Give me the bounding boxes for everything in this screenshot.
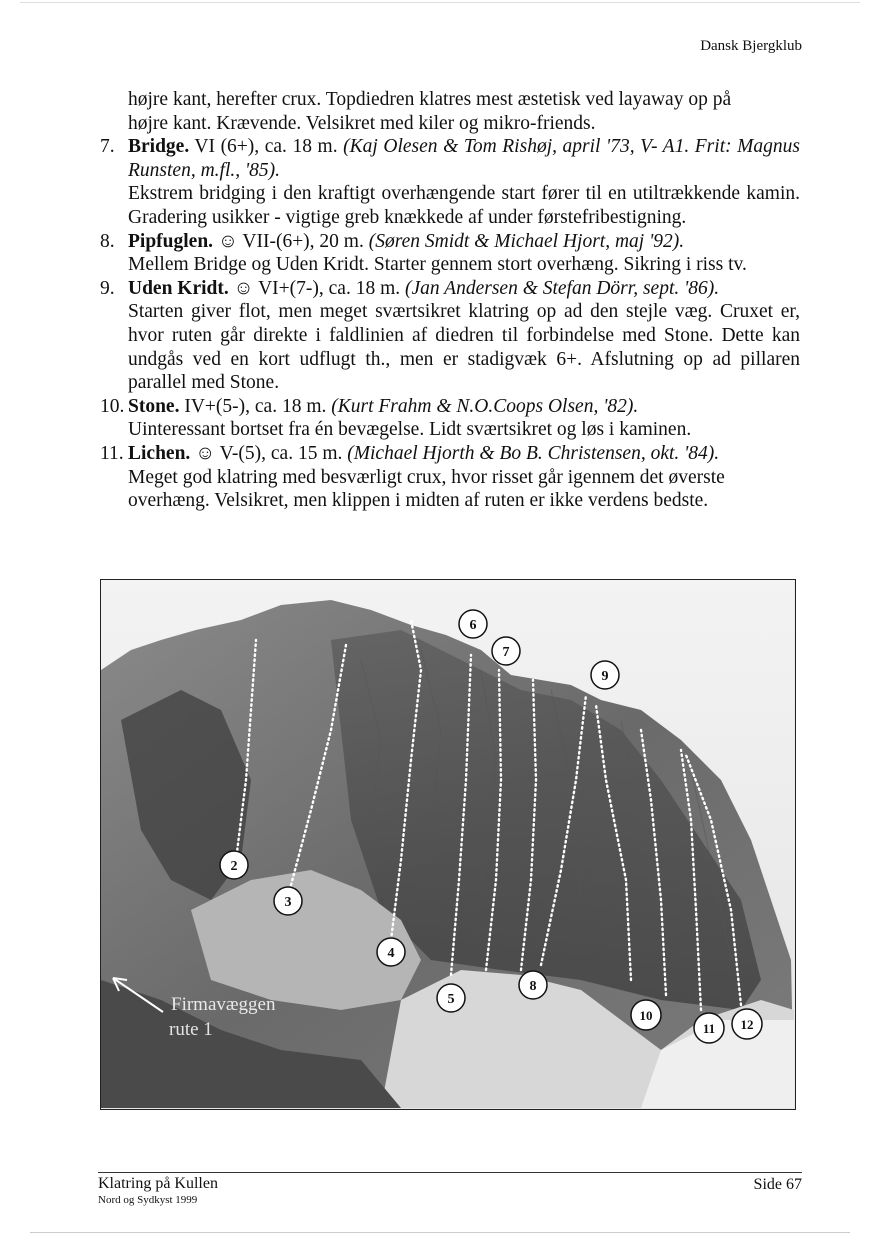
cliff-topo-image [101,580,794,1108]
route-entry-9 [100,277,800,395]
running-header: Dansk Bjergklub [700,38,802,54]
svg-text:3: 3 [284,895,292,910]
route-name: Pipfuglen. [128,230,214,252]
route-number: 11. [100,442,124,464]
footer-left [98,1175,218,1206]
svg-text:4: 4 [387,946,395,961]
svg-text:11: 11 [702,1021,716,1036]
footer-title: Klatring på Kullen [98,1175,218,1192]
route-marker-9 [591,661,619,689]
route-marker-8 [519,971,547,999]
route-marker-6 [459,610,487,638]
route-number: 9. [100,277,115,299]
route-description: Mellem Bridge og Uden Kridt. Starter gennem stort overhæng. Sikring i riss tv. [128,254,747,276]
route-grade: VII-(6+), 20 m. [237,230,369,252]
intro-line-1: højre kant, herefter crux. Topdiedren klatres mest æstetisk ved layaway op på [128,89,732,110]
route-entry-7 [100,135,800,229]
top-divider [20,2,860,3]
route-description: Meget god klatring med besværligt crux, hvor risset går igennem det øverste overhæng. Velsikret, men klippen i midten af ruten er ikke verdens bedste. [128,466,725,512]
route-marker-12 [732,1009,762,1039]
svg-text:8: 8 [529,979,537,994]
smiley-icon: ☺ [213,230,238,252]
route-entry-8 [100,230,800,277]
route-credits: (Kurt Frahm & N.O.Coops Olsen, '82). [331,395,639,417]
route-descriptions [100,88,800,513]
route-credits: (Jan Andersen & Stefan Dörr, sept. '86). [405,277,720,299]
route-number: 8. [100,230,115,252]
route-number: 7. [100,136,115,158]
svg-text:6: 6 [469,618,477,633]
route-name: Bridge. [128,136,190,158]
cliff-photo [100,579,796,1110]
route-marker-7 [492,637,520,665]
route-name: Stone. [128,395,180,417]
route-name: Lichen. [128,442,191,464]
route-number: 10. [100,395,125,417]
svg-text:7: 7 [502,645,510,660]
route-marker-3 [274,887,302,915]
route-entry-10 [100,395,800,442]
route-description: Uinteressant bortset fra én bevægelse. Lidt sværtsikret og løs i kaminen. [128,419,692,441]
route-grade: IV+(5-), ca. 18 m. [179,395,332,417]
route-marker-5 [437,984,465,1012]
route-description: Starten giver flot, men meget sværtsikret klatring op ad den stejle væg. Cruxet er, hvor ruten går direkte i faldlinien af diedren til forbindelse med Stone. Dette kan undgås ved en kort udflugt th., men er stadigvæk 6+. Afslutning op ad pillaren parallel med Stone. [128,301,800,394]
bottom-divider [30,1232,850,1233]
route-description: Ekstrem bridging i den kraftigt overhængende start fører til en utiltrækkende kamin. Gradering usikker - vigtige greb knækkede af under førstefribestigning. [128,183,800,228]
footer-divider [98,1172,802,1173]
svg-text:5: 5 [447,992,455,1007]
page-number: Side 67 [753,1176,802,1193]
route-marker-2 [220,851,248,879]
svg-text:10: 10 [639,1008,653,1023]
route-grade: VI (6+), ca. 18 m. [189,136,344,158]
photo-caption-line-1: Firmavæggen [171,994,276,1015]
route-marker-11 [694,1013,724,1043]
smiley-icon: ☺ [190,442,216,464]
route-marker-10 [631,1000,661,1030]
route-entry-11 [100,442,800,513]
intro-line-2: højre kant. Krævende. Velsikret med kiler og mikro-friends. [128,112,596,134]
svg-text:2: 2 [230,859,238,874]
svg-text:12: 12 [740,1017,754,1032]
route-grade: VI+(7-), ca. 18 m. [253,277,405,299]
footer-subtitle: Nord og Sydkyst 1999 [98,1194,198,1206]
route-credits: (Michael Hjorth & Bo B. Christensen, okt. '84). [347,442,720,464]
route-credits: (Søren Smidt & Michael Hjort, maj '92). [368,230,685,252]
svg-text:9: 9 [601,669,609,684]
photo-caption-line-2: rute 1 [169,1019,213,1040]
smiley-icon: ☺ [228,277,254,299]
route-credits: (Kaj Olesen & Tom Rishøj, april '73, V- A1. Frit: Magnus Runsten, m.fl., '85). [128,136,800,181]
route-marker-4 [377,938,405,966]
route-grade: V-(5), ca. 15 m. [215,442,348,464]
route-name: Uden Kridt. [128,277,229,299]
